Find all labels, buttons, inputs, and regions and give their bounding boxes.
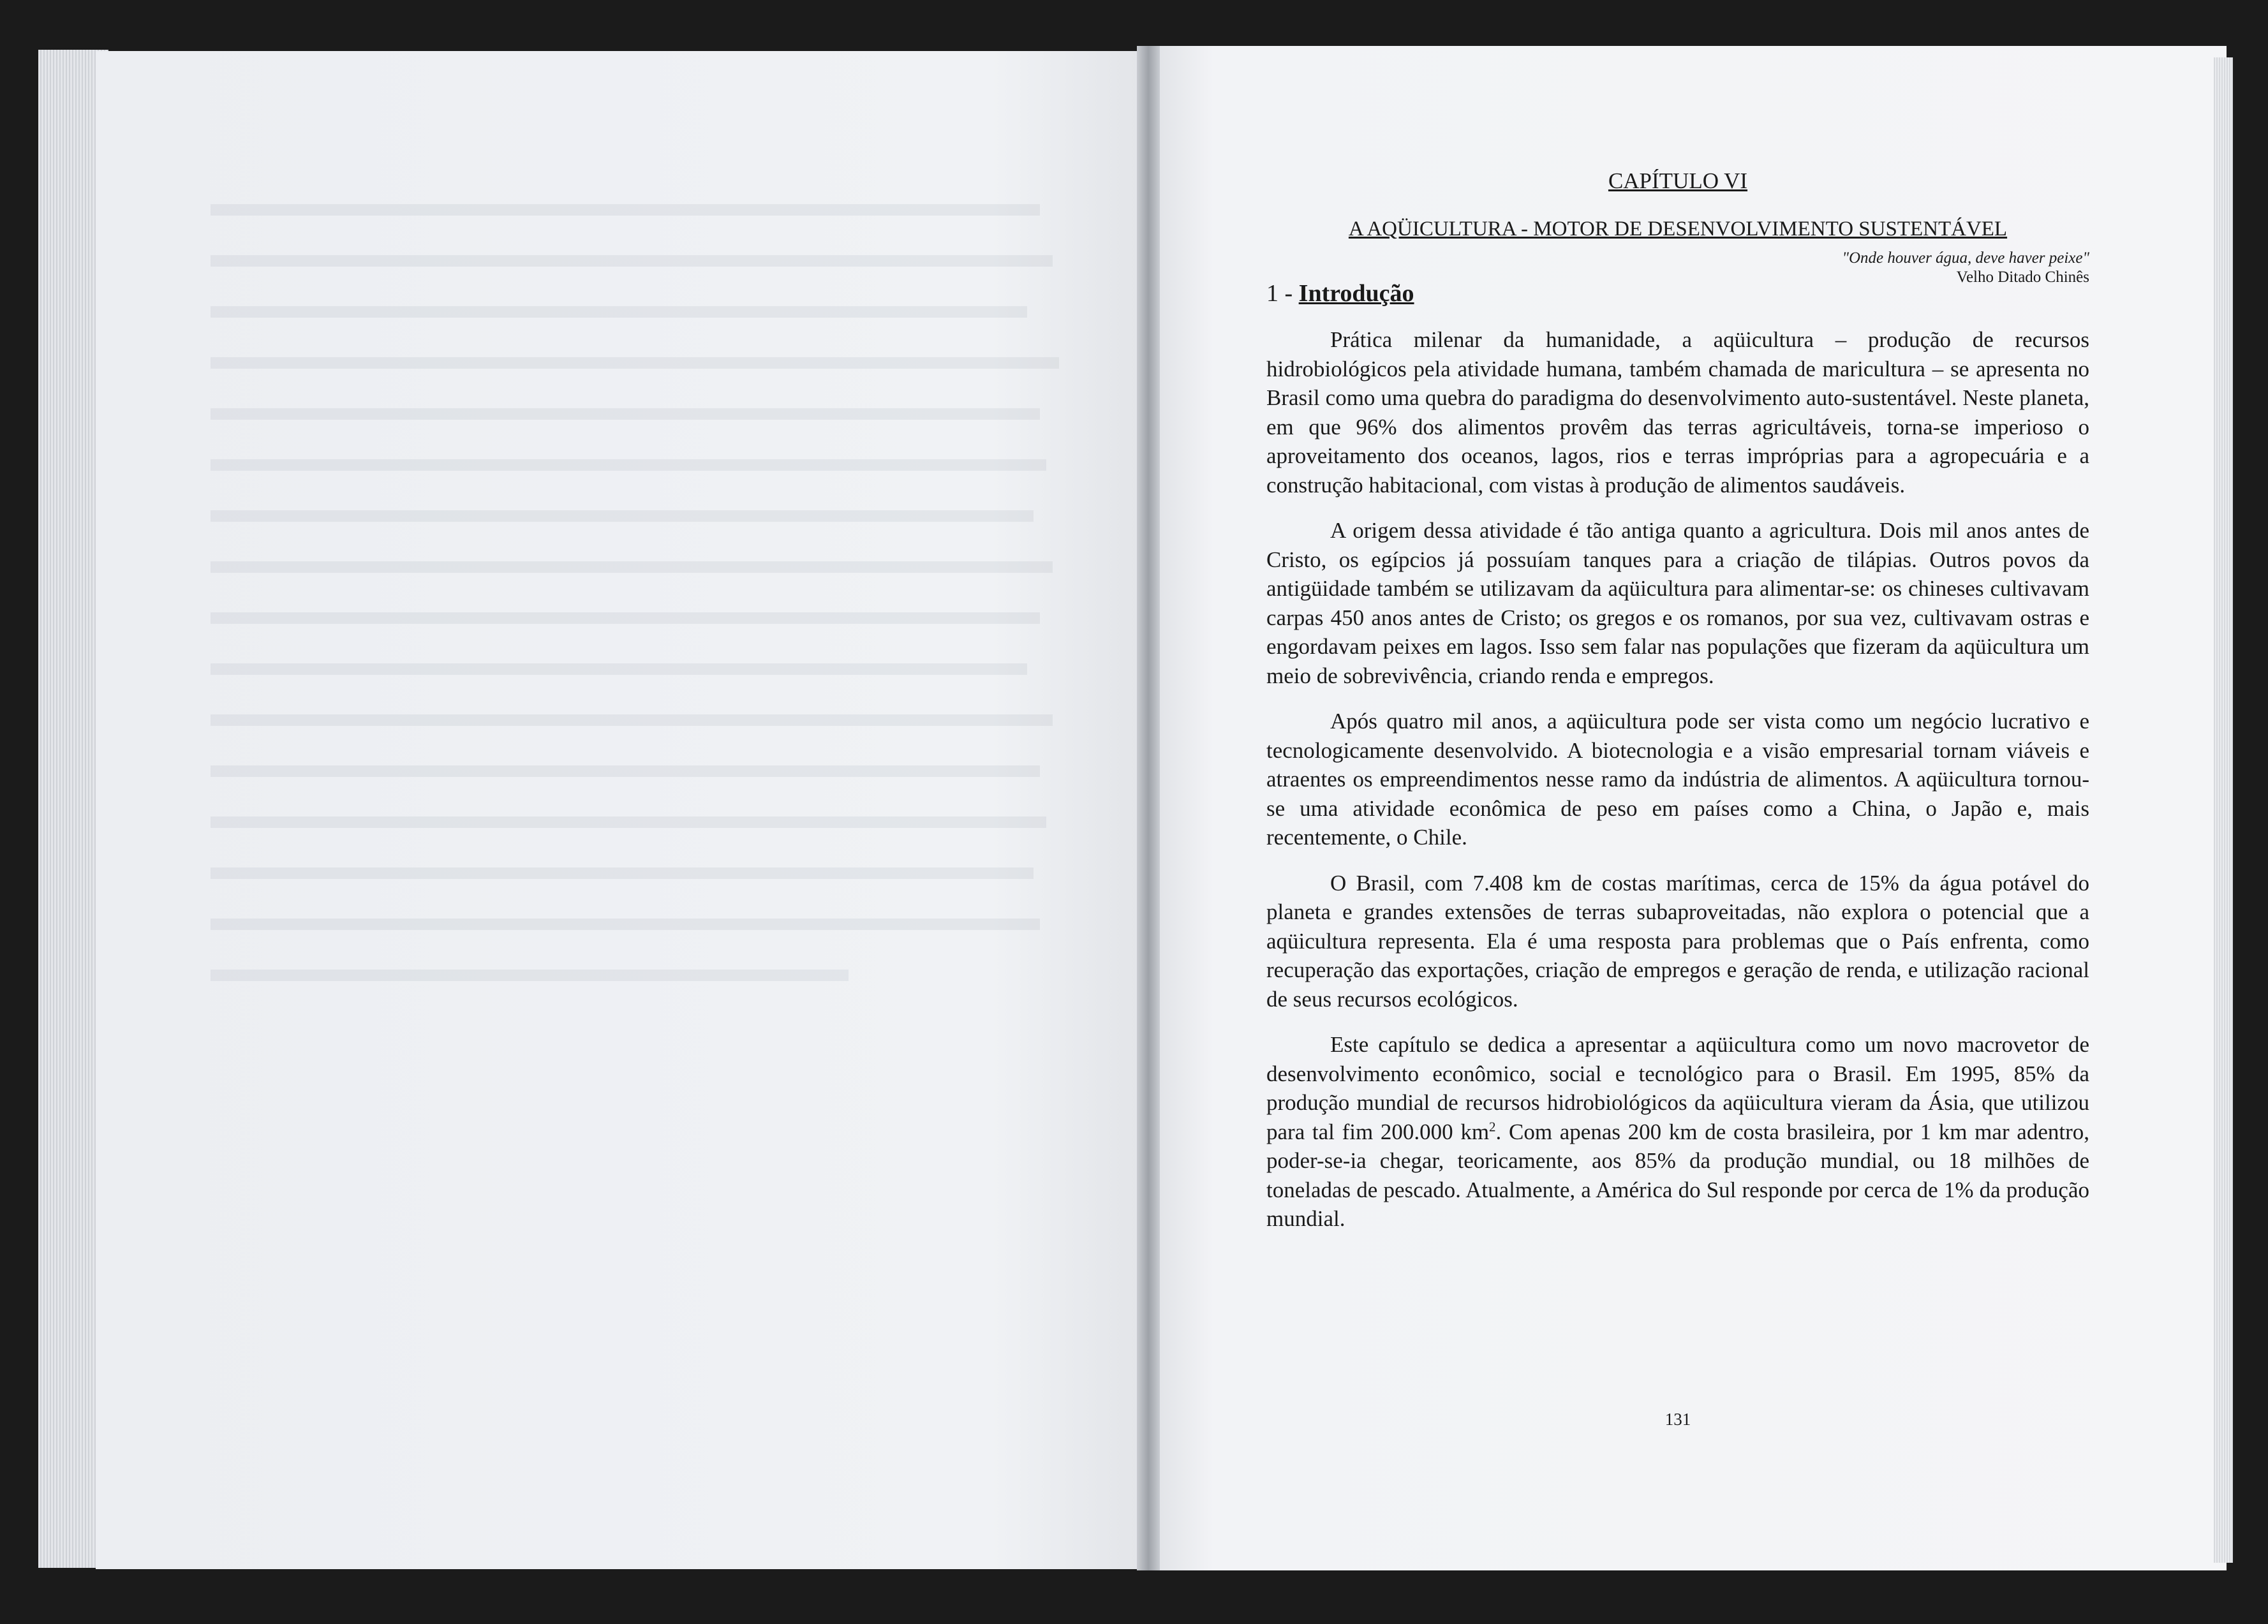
epigraph-quote: "Onde houver água, deve haver peixe" [1842, 249, 2089, 267]
paragraph: O Brasil, com 7.408 km de costas marítimas, cerca de 15% da água potável do planeta e grandes extensões de terras subaproveitadas, não explora o potencial que a aqüicultura representa. Ela é uma resposta para problemas que o País enfrenta, como recuperação das exportações, criação de empregos e geração de renda, e utilização racional de seus recursos ecológicos. [1266, 870, 2089, 1012]
section-title: Introdução [1298, 280, 1414, 307]
right-page-edges [2214, 57, 2233, 1563]
show-through-line [211, 408, 1040, 420]
paragraph [1266, 1030, 2089, 1234]
paragraph-text: Este capítulo se dedica a apresentar a aqüicultura como um novo macrovetor de desenvolvimento econômico, social e tecnológico para o Brasil. Em 1995, 85% da produção mundial de recursos hidrobiológicos da aqüicultura vieram da Ásia, que utilizou para tal fim 200.000 km [1266, 1032, 2089, 1144]
page-number: 131 [1664, 1410, 1691, 1429]
show-through-line [211, 714, 1053, 726]
paragraph: A origem dessa atividade é tão antiga quanto a agricultura. Dois mil anos antes de Cristo, os egípcios já possuíam tanques para a criação de tilápias. Outros povos da antigüidade também se utilizavam da aqüicultura para alimentar-se: os chineses cultivavam carpas 450 anos antes de Cristo; os gregos e os romanos, por sua vez, cultivavam ostras e engordavam peixes em lagos. Isso sem falar nas populações que fizeram da aqüicultura um meio de sobrevivência, criando renda e empregos. [1266, 518, 2089, 688]
chapter-heading: CAPÍTULO VI [1608, 168, 1748, 193]
paragraph: Prática milenar da humanidade, a aqüicultura – produção de recursos hidrobiológicos pela atividade humana, também chamada de maricultura – se apresenta no Brasil como uma quebra do paradigma do desenvolvimento auto-sustentável. Neste planeta, em que 96% dos alimentos provêm das terras agricultáveis, torna-se imperioso o aproveitamento dos oceanos, lagos, rios e terras impróprias para a agropecuária e a construção habitacional, com vistas à produção de alimentos saudáveis. [1266, 327, 2089, 498]
show-through-line [211, 663, 1027, 675]
show-through-line [211, 255, 1053, 267]
show-through-line [211, 612, 1040, 624]
chapter-title: A AQÜICULTURA - MOTOR DE DESENVOLVIMENTO SUSTENTÁVEL [1348, 218, 2008, 240]
show-through-line [211, 561, 1053, 573]
show-through-line [211, 510, 1034, 522]
book-gutter [1137, 46, 1160, 1570]
page-content [1266, 167, 2089, 1234]
paragraph: Após quatro mil anos, a aqüicultura pode ser vista como um negócio lucrativo e tecnologicamente desenvolvido. A biotecnologia e a visão empresarial tornam viáveis e atraentes os empreendimentos nesse ramo da indústria de alimentos. A aqüicultura tornou-se uma atividade econômica de peso em países como a China, o Japão e, mais recentemente, o Chile. [1266, 709, 2089, 850]
show-through-line [211, 204, 1040, 216]
show-through-line [211, 357, 1059, 369]
show-through-line [211, 306, 1027, 318]
paragraph-text: . Com apenas 200 km de costa brasileira, por 1 km mar adentro, poder-se-ia chegar, teoricamente, aos 85% da produção mundial, ou 18 milhões de toneladas de pescado. Atualmente, a América do Sul responde por cerca de 1% da produção mundial. [1266, 1119, 2089, 1231]
epigraph-source: Velho Ditado Chinês [1956, 269, 2089, 286]
show-through-line [211, 459, 1046, 471]
show-through-line [211, 816, 1046, 828]
superscript: 2 [1489, 1118, 1496, 1134]
show-through-line [211, 970, 849, 981]
show-through-line [211, 765, 1040, 777]
show-through-line [211, 867, 1034, 879]
show-through-line [211, 919, 1040, 930]
left-page [96, 51, 1148, 1569]
section-number: 1 - [1266, 280, 1299, 307]
